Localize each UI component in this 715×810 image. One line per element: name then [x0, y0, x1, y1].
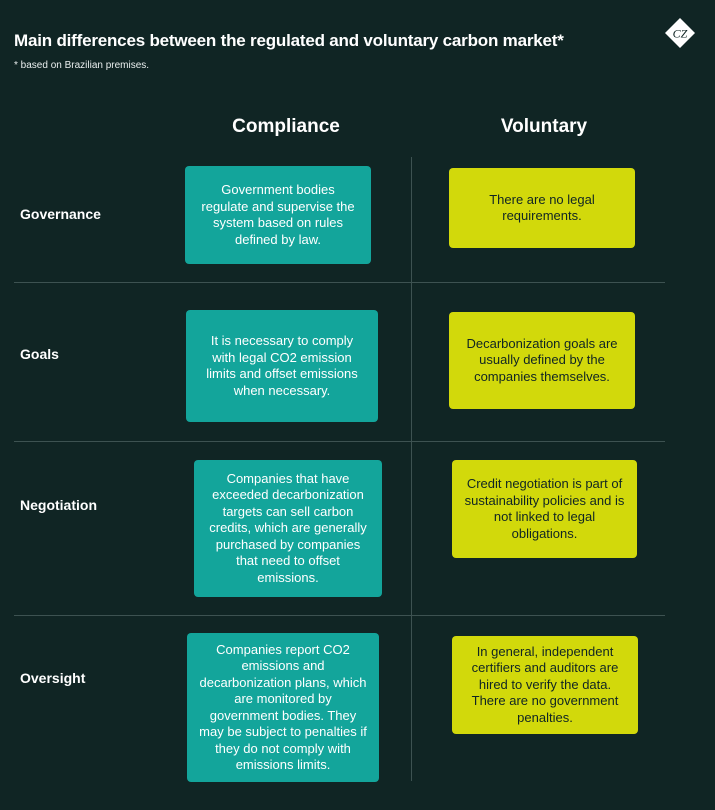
- cz-logo-icon: [664, 17, 696, 49]
- row-label-goals: Goals: [20, 346, 59, 362]
- row-divider: [14, 615, 665, 616]
- row-divider: [14, 441, 665, 442]
- compliance-negotiation-box: [194, 460, 382, 597]
- footnote: * based on Brazilian premises.: [14, 60, 150, 71]
- compliance-governance-text: Government bodies regulate and supervise the system based on rules defined by law.: [201, 182, 355, 247]
- row-label-negotiation: Negotiation: [20, 497, 97, 513]
- voluntary-negotiation-text: Credit negotiation is part of sustainability policies and is not linked to legal obligations.: [464, 476, 625, 541]
- compliance-goals-box: [186, 310, 378, 422]
- compliance-governance-box: [185, 166, 371, 264]
- voluntary-oversight-box: [452, 636, 638, 734]
- compliance-oversight-box: [187, 633, 379, 782]
- voluntary-goals-box: [449, 312, 635, 409]
- column-header-voluntary: Voluntary: [500, 116, 588, 137]
- voluntary-oversight-text: In general, independent certifiers and auditors are hired to verify the data. There are no government penalties.: [471, 643, 619, 725]
- compliance-oversight-text: Companies report CO2 emissions and decarbonization plans, which are monitored by government bodies. They may be subject to penalties if they do not comply with emissions limits.: [199, 641, 367, 772]
- row-divider: [14, 282, 665, 283]
- column-header-compliance: Compliance: [232, 116, 340, 137]
- logo-text: CZ: [672, 26, 688, 41]
- voluntary-negotiation-box: [452, 460, 637, 558]
- row-label-governance: Governance: [20, 206, 101, 222]
- compliance-negotiation-text: Companies that have exceeded decarbonization targets can sell carbon credits, which are generally purchased by companies that need to offset emissions.: [209, 470, 367, 585]
- voluntary-goals-text: Decarbonization goals are usually defined by the companies themselves.: [466, 335, 618, 384]
- compliance-goals-text: It is necessary to comply with legal CO2 emission limits and offset emissions when necessary.: [206, 333, 358, 398]
- page-title: Main differences between the regulated and voluntary carbon market*: [14, 31, 564, 50]
- row-label-oversight: Oversight: [20, 670, 86, 686]
- voluntary-governance-box: [449, 168, 635, 248]
- column-divider: [411, 157, 412, 781]
- voluntary-governance-text: There are no legal requirements.: [489, 191, 595, 223]
